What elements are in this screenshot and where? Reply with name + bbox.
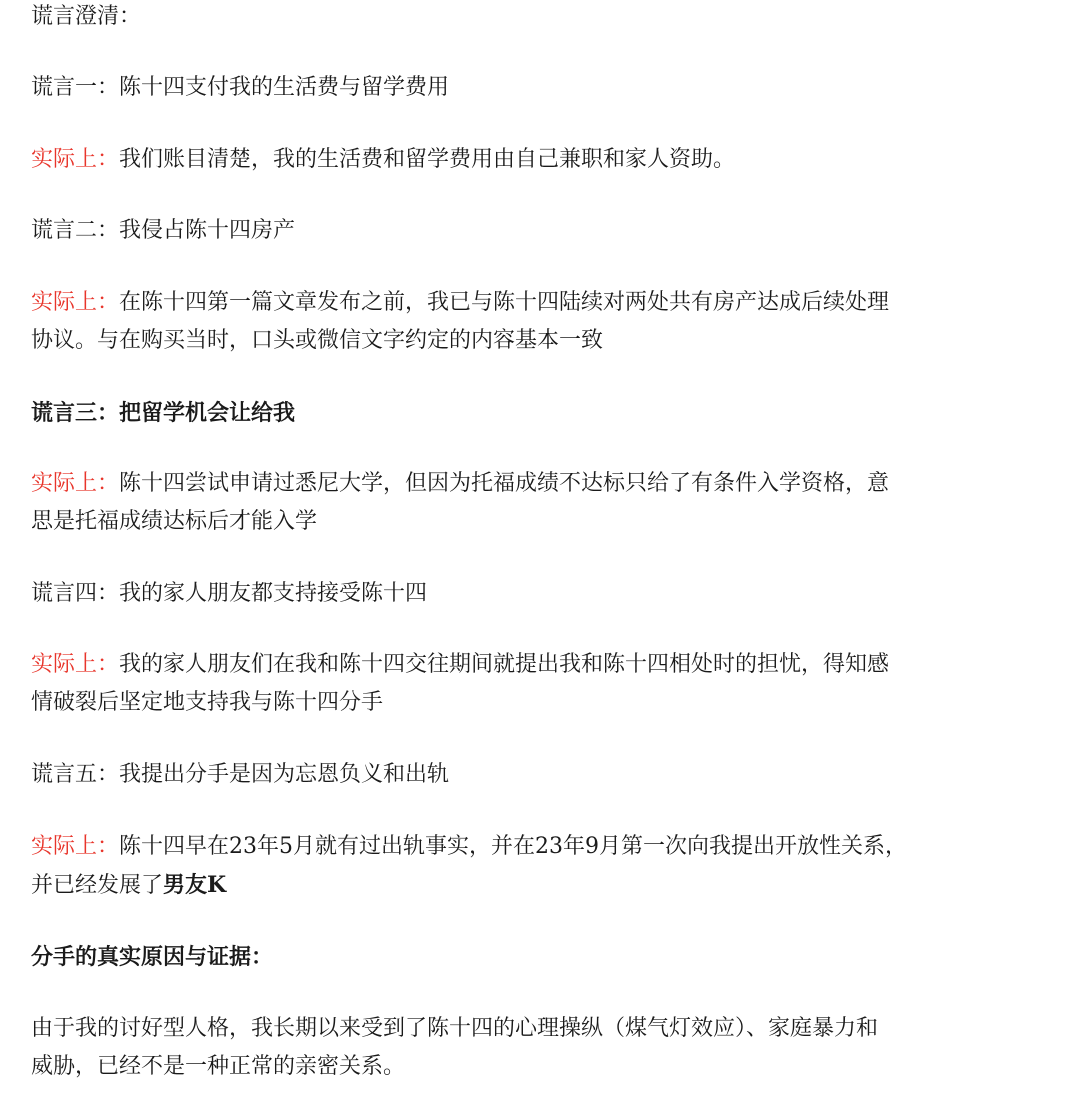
reason-text-line2: 威胁，已经不是一种正常的亲密关系。 bbox=[31, 1054, 406, 1079]
lie-1-text: 谎言一：陈十四支付我的生活费与留学费用 bbox=[31, 75, 450, 100]
fact-5-text-line1: 陈十四早在23年5月就有过出轨事实，并在23年9月第一次向我提出开放性关系， bbox=[119, 834, 908, 859]
lie-4 bbox=[31, 575, 427, 613]
lie-3 bbox=[31, 394, 295, 432]
intro-text: 谎言澄清： bbox=[31, 4, 142, 29]
intro-heading bbox=[31, 0, 141, 36]
fact-3 bbox=[31, 465, 971, 541]
fact-4-text-line2: 情破裂后坚定地支持我与陈十四分手 bbox=[31, 690, 384, 715]
lie-3-text: 谎言三：把留学机会让给我 bbox=[31, 400, 296, 426]
reason-heading bbox=[31, 938, 273, 976]
fact-3-text-line1: 陈十四尝试申请过悉尼大学，但因为托福成绩不达标只给了有条件入学资格，意 bbox=[119, 471, 890, 496]
lie-2-text: 谎言二：我侵占陈十四房产 bbox=[31, 218, 296, 243]
fact-2 bbox=[31, 284, 971, 360]
fact-4-label: 实际上： bbox=[31, 652, 120, 677]
lie-2 bbox=[31, 212, 295, 250]
lie-5 bbox=[31, 756, 449, 794]
lie-1 bbox=[31, 69, 449, 107]
reason-text-line1: 由于我的讨好型人格，我长期以来受到了陈十四的心理操纵（煤气灯效应）、家庭暴力和 bbox=[31, 1016, 879, 1041]
fact-5-text-line2b: 男友K bbox=[163, 872, 227, 898]
fact-2-text-line2: 协议。与在购买当时，口头或微信文字约定的内容基本一致 bbox=[31, 328, 604, 353]
fact-2-label: 实际上： bbox=[31, 290, 120, 315]
fact-1-label: 实际上： bbox=[31, 147, 120, 172]
fact-2-text-line1: 在陈十四第一篇文章发布之前，我已与陈十四陆续对两处共有房产达成后续处理 bbox=[119, 290, 890, 315]
fact-1 bbox=[31, 141, 735, 179]
fact-1-text: 我们账目清楚，我的生活费和留学费用由自己兼职和家人资助。 bbox=[119, 147, 736, 172]
lie-4-text: 谎言四：我的家人朋友都支持接受陈十四 bbox=[31, 581, 428, 606]
fact-5-text-line2a: 并已经发展了 bbox=[31, 873, 164, 898]
fact-3-text-line2: 思是托福成绩达标后才能入学 bbox=[31, 509, 318, 534]
fact-5-label: 实际上： bbox=[31, 834, 120, 859]
lie-5-text: 谎言五：我提出分手是因为忘恩负义和出轨 bbox=[31, 762, 450, 787]
reason-heading-text: 分手的真实原因与证据： bbox=[31, 944, 274, 970]
fact-5 bbox=[31, 828, 971, 905]
fact-3-label: 实际上： bbox=[31, 471, 120, 496]
fact-4-text-line1: 我的家人朋友们在我和陈十四交往期间就提出我和陈十四相处时的担忧，得知感 bbox=[119, 652, 890, 677]
reason-paragraph bbox=[31, 1010, 971, 1086]
fact-4 bbox=[31, 646, 971, 722]
